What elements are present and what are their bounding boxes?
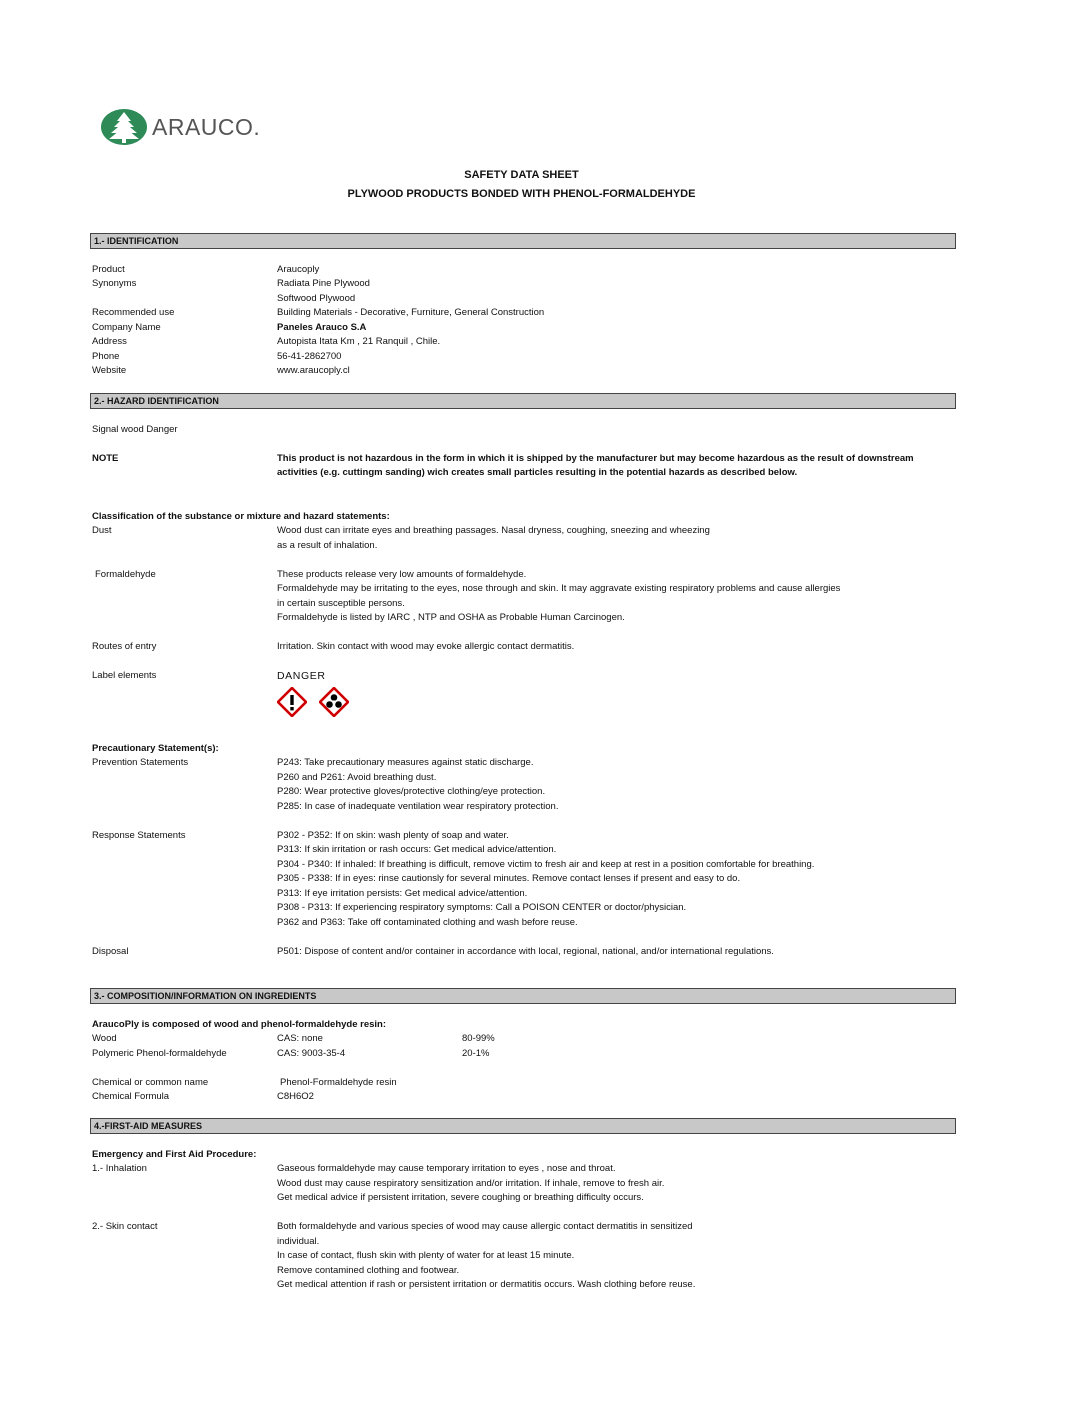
signal-word: Signal wood Danger: [92, 424, 178, 435]
response-statement: P362 and P363: Take off contaminated clothing and wash before reuse.: [277, 917, 578, 928]
company-logo: [100, 108, 300, 148]
dust-label: Dust: [92, 525, 112, 536]
response-statement: P313: If eye irritation persists: Get medical advice/attention.: [277, 888, 528, 899]
inhalation-text: Gaseous formaldehyde may cause temporary irritation to eyes , nose and throat.: [277, 1163, 616, 1174]
company-label: Company Name: [92, 322, 161, 333]
phone-label: Phone: [92, 351, 120, 362]
danger-word: DANGER: [277, 670, 326, 682]
note-label: NOTE: [92, 453, 119, 464]
note-text: activities (e.g. cuttingm sanding) wich creates small particles resulting in the potential hazards as described below.: [277, 467, 798, 478]
phone-value: 56-41-2862700: [277, 351, 342, 362]
synonym-value: Softwood Plywood: [277, 293, 356, 304]
composition-heading: AraucoPly is composed of wood and phenol-formaldehyde resin:: [92, 1019, 387, 1030]
skin-contact-text: Get medical attention if rash or persistent irritation or dermatitis occurs. Wash clothing before reuse.: [277, 1279, 696, 1290]
prevention-statement: P280: Wear protective gloves/protective clothing/eye protection.: [277, 786, 546, 797]
skin-contact-text: Both formaldehyde and various species of wood may cause allergic contact dermatitis in sensitized: [277, 1221, 693, 1232]
ingredient-cas: CAS: 9003-35-4: [277, 1048, 346, 1059]
formaldehyde-text: These products release very low amounts of formaldehyde.: [277, 569, 527, 580]
logo-text: ARAUCO.: [152, 114, 261, 140]
disposal-statement: P501: Dispose of content and/or container in accordance with local, regional, national, and/or international regulations.: [277, 946, 774, 957]
ingredient-percent: 20-1%: [462, 1048, 490, 1059]
website-label: Website: [92, 365, 127, 376]
chemical-name-value: Phenol-Formaldehyde resin: [280, 1077, 397, 1088]
ingredient-percent: 80-99%: [462, 1033, 495, 1044]
inhalation-text: Get medical advice if persistent irritation, severe coughing or breathing difficulty occurs.: [277, 1192, 644, 1203]
company-value: Paneles Arauco S.A: [277, 322, 367, 333]
note-text: This product is not hazardous in the form in which it is shipped by the manufacturer but may become hazardous as the result of downstream: [277, 453, 914, 464]
health-hazard-pictogram-icon: [319, 687, 349, 717]
formaldehyde-label: Formaldehyde: [95, 569, 156, 580]
section-header-composition: 3.- COMPOSITION/INFORMATION ON INGREDIENTS: [90, 988, 956, 1004]
response-label: Response Statements: [92, 830, 186, 841]
address-value: Autopista Itata Km , 21 Ranquil , Chile.: [277, 336, 441, 347]
ingredient-name: Wood: [92, 1033, 117, 1044]
prevention-statement: P285: In case of inadequate ventilation wear respiratory protection.: [277, 801, 559, 812]
formaldehyde-text: in certain susceptible persons.: [277, 598, 405, 609]
skin-contact-label: 2.- Skin contact: [92, 1221, 158, 1232]
response-statement: P304 - P340: If inhaled: If breathing is difficult, remove victim to fresh air and keep at rest in a position comfortable for breathing.: [277, 859, 815, 870]
response-statement: P305 - P338: If in eyes: rinse cautionsly for several minutes. Remove contact lenses if present and easy to do.: [277, 873, 741, 884]
disposal-label: Disposal: [92, 946, 129, 957]
ingredient-cas: CAS: none: [277, 1033, 323, 1044]
section-header-hazard: 2.- HAZARD IDENTIFICATION: [90, 393, 956, 409]
dust-text: as a result of inhalation.: [277, 540, 378, 551]
classification-heading: Classification of the substance or mixture and hazard statements:: [92, 511, 390, 522]
dust-text: Wood dust can irritate eyes and breathing passages. Nasal dryness, coughing, sneezing and wheezing: [277, 525, 710, 536]
routes-text: Irritation. Skin contact with wood may evoke allergic contact dermatitis.: [277, 641, 575, 652]
formaldehyde-text: Formaldehyde may be irritating to the eyes, nose through and skin. It may aggravate existing respiratory problems and cause allergies: [277, 583, 841, 594]
document-title: SAFETY DATA SHEET: [464, 169, 579, 181]
product-value: Araucoply: [277, 264, 320, 275]
use-value: Building Materials - Decorative, Furniture, General Construction: [277, 307, 545, 318]
product-label: Product: [92, 264, 125, 275]
tree-logo-icon: [100, 108, 148, 146]
exclamation-pictogram-icon: [277, 687, 307, 717]
prevention-label: Prevention Statements: [92, 757, 189, 768]
chemical-formula-label: Chemical Formula: [92, 1091, 170, 1102]
address-label: Address: [92, 336, 127, 347]
response-statement: P308 - P313: If experiencing respiratory symptoms: Call a POISON CENTER or doctor/physician.: [277, 902, 687, 913]
inhalation-label: 1.- Inhalation: [92, 1163, 147, 1174]
synonyms-label: Synonyms: [92, 278, 137, 289]
ingredient-name: Polymeric Phenol-formaldehyde: [92, 1048, 227, 1059]
first-aid-heading: Emergency and First Aid Procedure:: [92, 1149, 257, 1160]
response-statement: P313: If skin irritation or rash occurs: Get medical advice/attention.: [277, 844, 557, 855]
formaldehyde-text: Formaldehyde is listed by IARC , NTP and OSHA as Probable Human Carcinogen.: [277, 612, 625, 623]
prevention-statement: P243: Take precautionary measures against static discharge.: [277, 757, 534, 768]
precautionary-heading: Precautionary Statement(s):: [92, 743, 219, 754]
skin-contact-text: In case of contact, flush skin with plenty of water for at least 15 minute.: [277, 1250, 575, 1261]
skin-contact-text: Remove contamined clothing and footwear.: [277, 1265, 460, 1276]
chemical-name-label: Chemical or common name: [92, 1077, 209, 1088]
use-label: Recommended use: [92, 307, 175, 318]
inhalation-text: Wood dust may cause respiratory sensitization and/or irritation. If inhale, remove to fresh air.: [277, 1178, 665, 1189]
routes-label: Routes of entry: [92, 641, 157, 652]
website-value: www.araucoply.cl: [277, 365, 350, 376]
skin-contact-text: individual.: [277, 1236, 320, 1247]
synonym-value: Radiata Pine Plywood: [277, 278, 370, 289]
prevention-statement: P260 and P261: Avoid breathing dust.: [277, 772, 437, 783]
section-header-identification: 1.- IDENTIFICATION: [90, 233, 956, 249]
chemical-formula-value: C8H6O2: [277, 1091, 314, 1102]
section-header-first-aid: 4.-FIRST-AID MEASURES: [90, 1118, 956, 1134]
label-elements-label: Label elements: [92, 670, 157, 681]
response-statement: P302 - P352: If on skin: wash plenty of soap and water.: [277, 830, 509, 841]
document-subtitle: PLYWOOD PRODUCTS BONDED WITH PHENOL-FORMALDEHYDE: [347, 188, 696, 200]
